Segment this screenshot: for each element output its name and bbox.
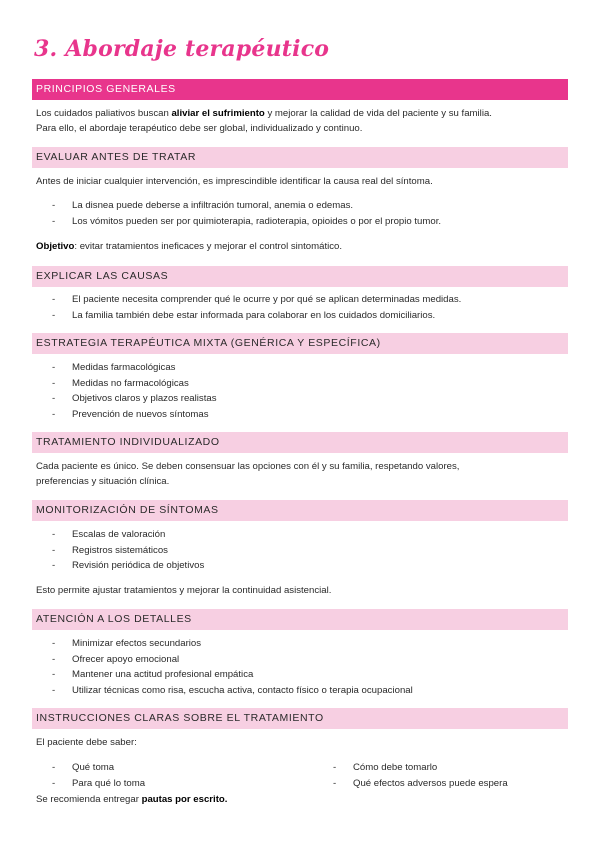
list-item: - Registros sistemáticos bbox=[52, 543, 204, 559]
instrucciones-list-left bbox=[52, 760, 145, 791]
list-item: - La familia también debe estar informada para colaborar en los cuidados domiciliarios. bbox=[52, 308, 461, 324]
evaluar-intro: Antes de iniciar cualquier intervención, es imprescindible identificar la causa real del síntoma. bbox=[36, 176, 433, 187]
monitorizacion-list bbox=[52, 527, 204, 574]
section-header-principios: PRINCIPIOS GENERALES bbox=[32, 79, 568, 100]
list-item: - Medidas farmacológicas bbox=[52, 360, 217, 376]
principios-paragraph-1: Los cuidados paliativos buscan aliviar el sufrimiento y mejorar la calidad de vida del paciente y su familia. bbox=[36, 108, 492, 119]
list-item: - La disnea puede deberse a infiltración tumoral, anemia o edemas. bbox=[52, 198, 441, 214]
instrucciones-list-right bbox=[333, 760, 508, 791]
list-item: - Prevención de nuevos síntomas bbox=[52, 407, 217, 423]
instrucciones-intro: El paciente debe saber: bbox=[36, 737, 137, 748]
explicar-list bbox=[52, 292, 461, 323]
list-item: - Los vómitos pueden ser por quimioterapia, radioterapia, opioides o por el propio tumor. bbox=[52, 214, 441, 230]
list-item: - Qué toma bbox=[52, 760, 145, 776]
page-title: 3. Abordaje terapéutico bbox=[34, 36, 330, 62]
principios-paragraph-2: Para ello, el abordaje terapéutico debe ser global, individualizado y continuo. bbox=[36, 123, 363, 134]
list-item: - Objetivos claros y plazos realistas bbox=[52, 391, 217, 407]
list-item: - Utilizar técnicas como risa, escucha activa, contacto físico o terapia ocupacional bbox=[52, 683, 413, 699]
list-item: - Qué efectos adversos puede espera bbox=[333, 776, 508, 792]
instrucciones-outro: Se recomienda entregar pautas por escrito. bbox=[36, 794, 228, 805]
monitorizacion-outro: Esto permite ajustar tratamientos y mejorar la continuidad asistencial. bbox=[36, 585, 332, 596]
list-item: - Medidas no farmacológicas bbox=[52, 376, 217, 392]
list-item: - Escalas de valoración bbox=[52, 527, 204, 543]
evaluar-objetivo: Objetivo: evitar tratamientos ineficaces y mejorar el control sintomático. bbox=[36, 241, 343, 252]
tratamiento-paragraph-2: preferencias y situación clínica. bbox=[36, 476, 170, 487]
list-item: - Cómo debe tomarlo bbox=[333, 760, 508, 776]
evaluar-list bbox=[52, 198, 441, 229]
list-item: - Mantener una actitud profesional empática bbox=[52, 667, 413, 683]
section-header-atencion: ATENCIÓN A LOS DETALLES bbox=[32, 609, 568, 630]
list-item: - Para qué lo toma bbox=[52, 776, 145, 792]
section-header-instrucciones: INSTRUCCIONES CLARAS SOBRE EL TRATAMIENTO bbox=[32, 708, 568, 729]
section-header-tratamiento: TRATAMIENTO INDIVIDUALIZADO bbox=[32, 432, 568, 453]
list-item: - Ofrecer apoyo emocional bbox=[52, 652, 413, 668]
section-header-monitorizacion: MONITORIZACIÓN DE SÍNTOMAS bbox=[32, 500, 568, 521]
tratamiento-paragraph-1: Cada paciente es único. Se deben consensuar las opciones con él y su familia, respetando valores, bbox=[36, 461, 460, 472]
list-item: - Revisión periódica de objetivos bbox=[52, 558, 204, 574]
section-header-explicar: EXPLICAR LAS CAUSAS bbox=[32, 266, 568, 287]
list-item: - Minimizar efectos secundarios bbox=[52, 636, 413, 652]
section-header-estrategia: ESTRATEGIA TERAPÉUTICA MIXTA (GENÉRICA Y ESPECÍFICA) bbox=[32, 333, 568, 354]
section-header-evaluar: EVALUAR ANTES DE TRATAR bbox=[32, 147, 568, 168]
list-item: - El paciente necesita comprender qué le ocurre y por qué se aplican determinadas medidas. bbox=[52, 292, 461, 308]
atencion-list bbox=[52, 636, 413, 698]
estrategia-list bbox=[52, 360, 217, 422]
